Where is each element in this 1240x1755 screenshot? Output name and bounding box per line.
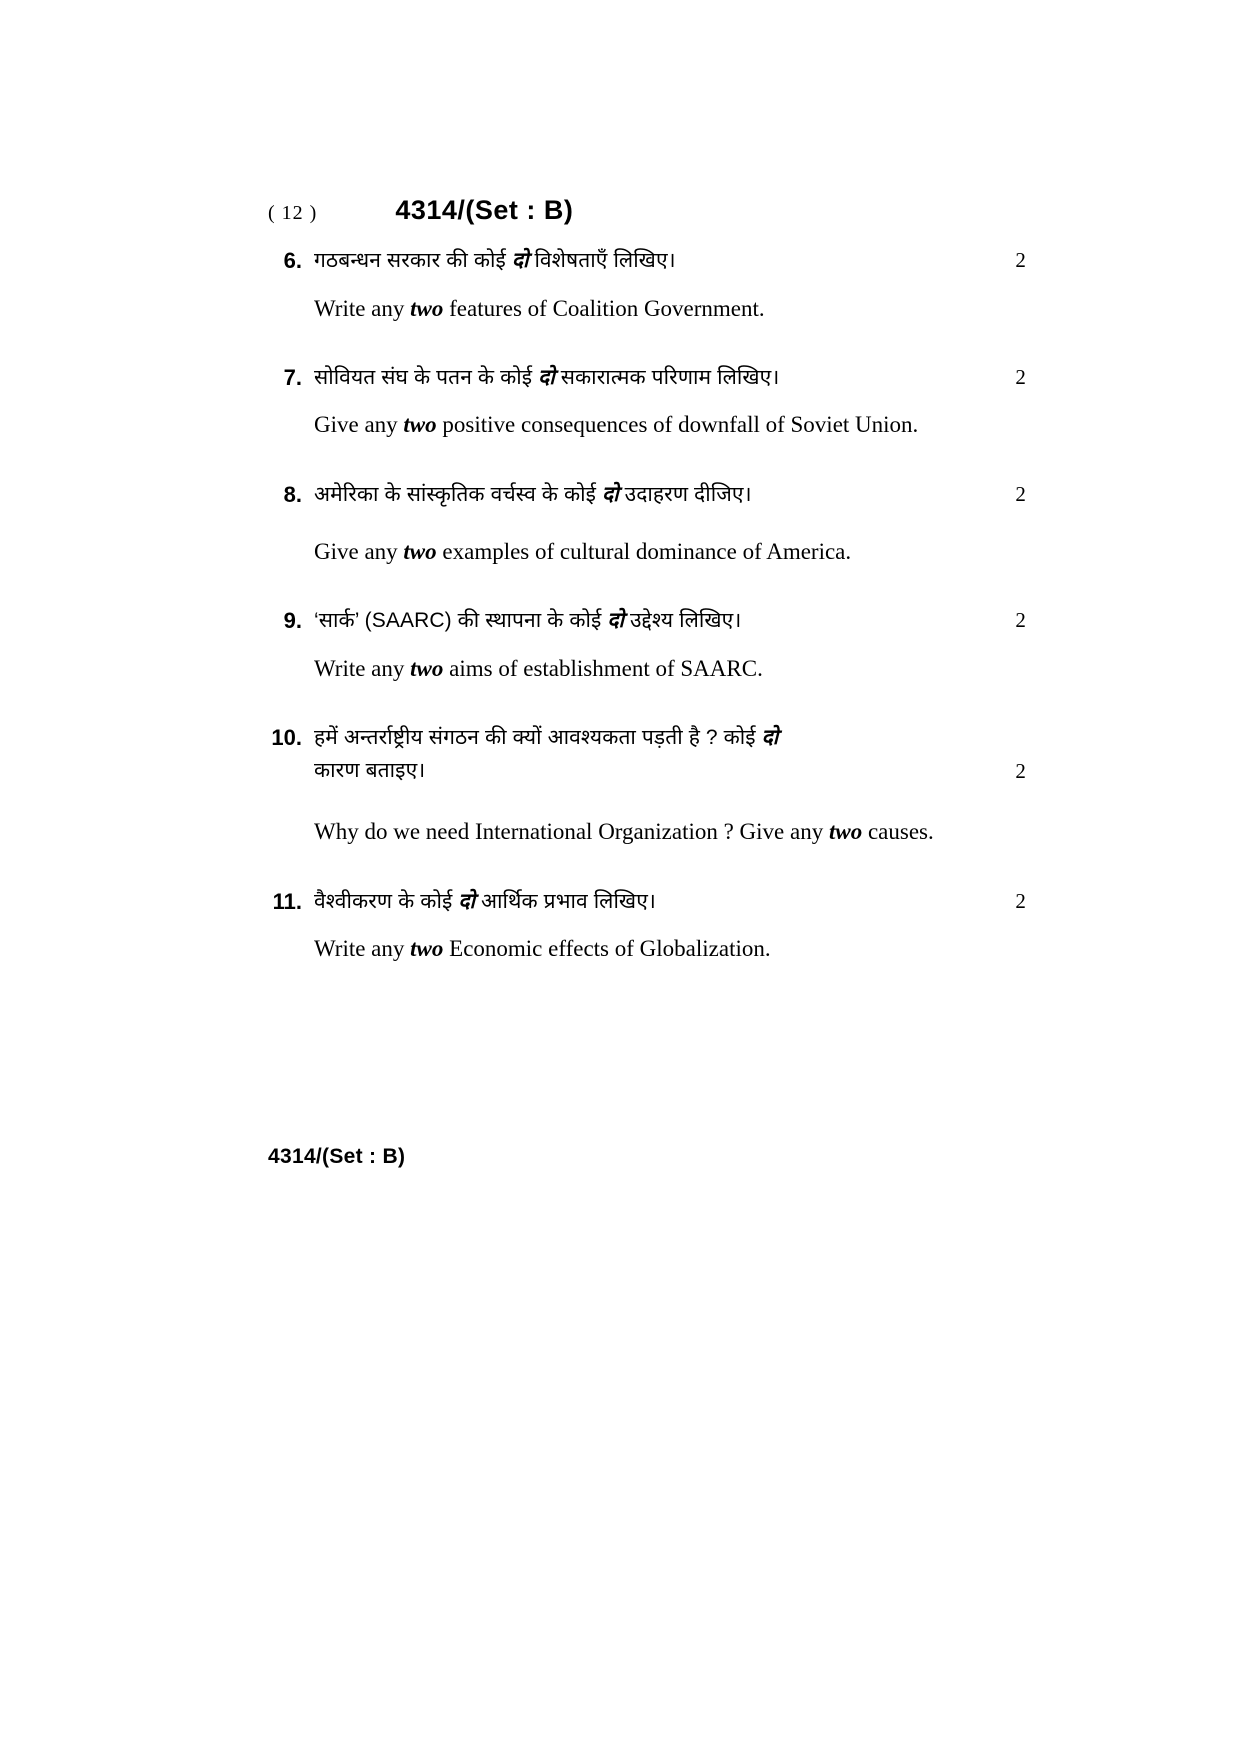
question-text-hindi	[314, 604, 1026, 638]
question-marks: 2	[1015, 248, 1026, 272]
question-text-english	[314, 930, 950, 967]
question-text-hindi	[314, 361, 1026, 395]
hindi-emphasis: दो	[601, 481, 619, 506]
paper-code-header: 4314/(Set : B)	[395, 195, 574, 225]
question-item	[250, 361, 1026, 444]
question-marks: 2	[1015, 888, 1026, 913]
english-text-post: features of Coalition Government.	[443, 295, 765, 321]
hindi-text-pre: हमें अन्तर्राष्ट्रीय संगठन की क्यों आवश्यकता पड़ती है ? कोई	[314, 726, 762, 750]
english-text-pre: Write any	[314, 295, 411, 321]
question-text-english	[314, 290, 950, 327]
question-text-hindi-line2	[314, 755, 1026, 788]
english-text-pre: Give any	[314, 539, 404, 565]
english-text-post: aims of establishment of SAARC.	[443, 655, 763, 681]
question-item	[250, 244, 1026, 327]
hindi-text-pre: गठबन्धन सरकार की कोई	[314, 249, 512, 272]
question-marks: 2	[1015, 364, 1026, 389]
english-text-post: causes.	[862, 819, 934, 845]
question-marks: 2	[1015, 608, 1026, 633]
question-item	[250, 478, 1026, 571]
question-text-hindi	[314, 244, 1026, 278]
question-item	[250, 604, 1026, 687]
hindi-emphasis: दो	[761, 725, 779, 750]
english-text-pre: Give any	[314, 412, 404, 438]
question-number: 8.	[283, 481, 302, 507]
hindi-text-post: सकारात्मक परिणाम लिखिए।	[554, 365, 780, 389]
hindi-emphasis: दो	[538, 364, 555, 389]
hindi-text-pre: अमेरिका के सांस्कृतिक वर्चस्व के कोई	[314, 482, 602, 506]
question-text-english	[314, 813, 950, 850]
question-marks: 2	[1015, 758, 1026, 783]
english-text-pre: Why do we need International Organization ? Give any	[314, 819, 829, 845]
hindi-text-post: विशेषताएँ लिखिए।	[528, 249, 676, 272]
question-item	[250, 885, 1026, 968]
question-text-english	[314, 533, 950, 570]
english-emphasis: two	[828, 819, 863, 845]
english-text-pre: Write any	[314, 655, 411, 681]
question-number: 9.	[283, 608, 302, 634]
english-emphasis: two	[403, 412, 437, 438]
english-emphasis: two	[403, 539, 437, 565]
hindi-text-post: उदाहरण दीजिए।	[618, 482, 752, 506]
page-number: ( 12 )	[268, 202, 318, 224]
english-text-post: Economic effects of Globalization.	[443, 936, 771, 962]
hindi-text-pre: सोवियत संघ के पतन के कोई	[314, 365, 539, 389]
question-text-hindi	[314, 721, 950, 755]
question-number: 6.	[283, 248, 302, 273]
question-number: 7.	[283, 364, 302, 390]
question-text-english	[314, 406, 950, 443]
english-emphasis: two	[410, 655, 444, 681]
english-emphasis: two	[410, 936, 444, 962]
hindi-text-pre: वैश्वीकरण के कोई	[314, 889, 459, 913]
english-text-post: examples of cultural dominance of America.	[436, 539, 852, 565]
english-text-post: positive consequences of downfall of Soviet Union.	[436, 412, 919, 438]
question-item	[250, 721, 1026, 850]
hindi-text-pre: ‘सार्क’ (SAARC) की स्थापना के कोई	[314, 609, 608, 633]
question-number: 11.	[272, 888, 302, 914]
hindi-text-post: आर्थिक प्रभाव लिखिए।	[475, 889, 656, 913]
question-text-english	[314, 650, 950, 687]
page-header	[250, 195, 950, 226]
page-content	[250, 195, 1026, 977]
hindi-text-post: उद्देश्य लिखिए।	[624, 609, 742, 633]
hindi-text-line2: कारण बताइए।	[314, 758, 426, 782]
hindi-emphasis: दो	[607, 608, 625, 633]
question-text-hindi	[314, 885, 1026, 919]
question-number: 10.	[271, 725, 302, 751]
question-text-hindi	[314, 478, 1026, 512]
english-text-pre: Write any	[314, 936, 411, 962]
hindi-emphasis: दो	[511, 248, 529, 272]
hindi-emphasis: दो	[458, 888, 476, 913]
english-emphasis: two	[410, 295, 444, 321]
question-marks: 2	[1015, 481, 1026, 506]
paper-code-footer: 4314/(Set : B)	[268, 1145, 406, 1168]
